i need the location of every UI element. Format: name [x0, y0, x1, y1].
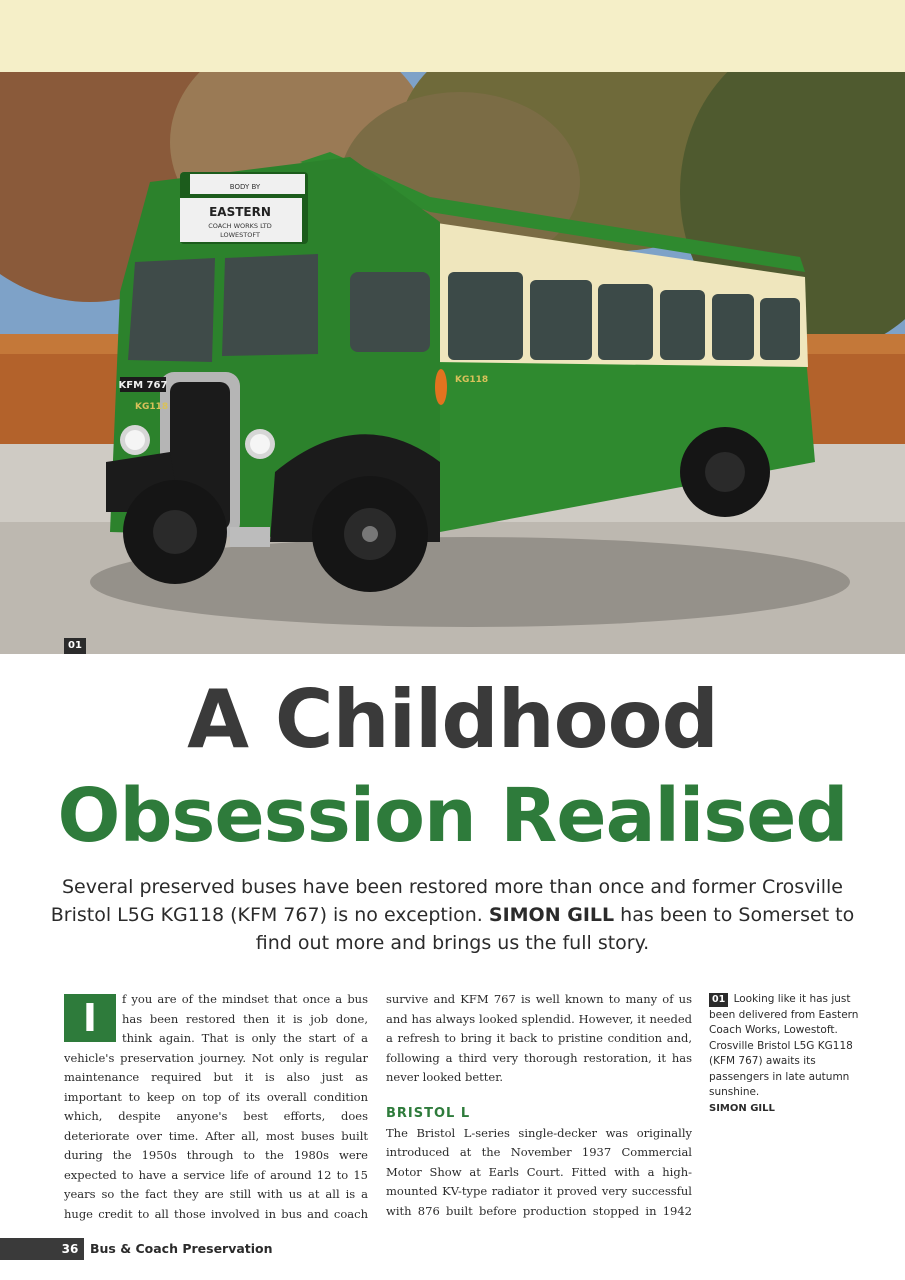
- standfirst-part-1: Several preserved buses have been restored more than once and former Crosville Bristol L5G KG118 (KFM 767) is no exception.: [50, 876, 843, 926]
- col2-paragraph-2: The Bristol L-series single-decker was originally introduced at the November 1937 Commercial Motor Show at Earls Court. Fitted with a high-mounted KV-type radiator it proved very successful with 876 built before production stopped in 1942: [386, 1125, 692, 1218]
- standfirst: [40, 873, 865, 957]
- caption-credit: SIMON GILL: [709, 1102, 775, 1114]
- fleet-number-front: KG118: [135, 402, 169, 412]
- destination-top-text: BODY BY: [229, 183, 261, 191]
- destination-sub1-text: COACH WORKS LTD: [208, 222, 272, 230]
- body-column-2: [386, 990, 692, 1222]
- destination-main-text: EASTERN: [209, 205, 271, 219]
- page-footer: [0, 1238, 905, 1260]
- page-number: 36: [56, 1238, 84, 1260]
- col2-paragraph-1: survive and KFM 767 is well known to many of us and has always looked splendid. However, it needed a refresh to bring it back to pristine condition and, following a third very thorough restoration, it has never looked better.: [386, 992, 692, 1084]
- caption-text: Looking like it has just been delivered from Eastern Coach Works, Lowestoft. Crosville Bristol L5G KG118 (KFM 767) awaits its passengers in late autumn sunshine.: [709, 993, 859, 1098]
- standfirst-author: SIMON GILL: [488, 904, 615, 926]
- footer-bar: [0, 1238, 56, 1260]
- caption-number: 01: [709, 993, 728, 1007]
- section-subhead: BRISTOL L: [386, 1105, 471, 1121]
- standfirst-part-2: has been to Somerset to find out more and brings us the full story.: [255, 904, 855, 954]
- top-color-band: [0, 0, 905, 72]
- body-column-1: [64, 990, 368, 1222]
- photo-number-label: 01: [64, 638, 86, 654]
- fleet-number-side: KG118: [455, 375, 489, 385]
- bus-photo-illustration: [0, 72, 905, 654]
- headline-line-1: A Childhood: [187, 673, 718, 766]
- magazine-title: Bus & Coach Preservation: [90, 1241, 273, 1256]
- drop-cap: I: [64, 994, 116, 1042]
- col1-paragraph-1-text: f you are of the mindset that once a bus has been restored then it is job done, think again. That is only the start of a vehicle's preservation journey. Not only is regular maintenance required but it is also just as important to keep on top of its overall condition which, despite anyone's best efforts, does deteriorate over time. After all, most buses built during the 1950s through to the 1980s were expected to have a service life of around 12 to 15 years so the fact they are still with us at all is a huge credit to all those involved in bus and coach: [64, 992, 368, 1221]
- registration-plate-text: KFM 767: [118, 380, 168, 391]
- bus-photo: [0, 72, 905, 654]
- col1-paragraph-1: [64, 990, 368, 1222]
- article-headline: [0, 672, 905, 864]
- photo-caption: [709, 992, 859, 1116]
- headline-line-2: Obsession Realised: [57, 773, 848, 859]
- destination-sub2-text: LOWESTOFT: [220, 231, 260, 239]
